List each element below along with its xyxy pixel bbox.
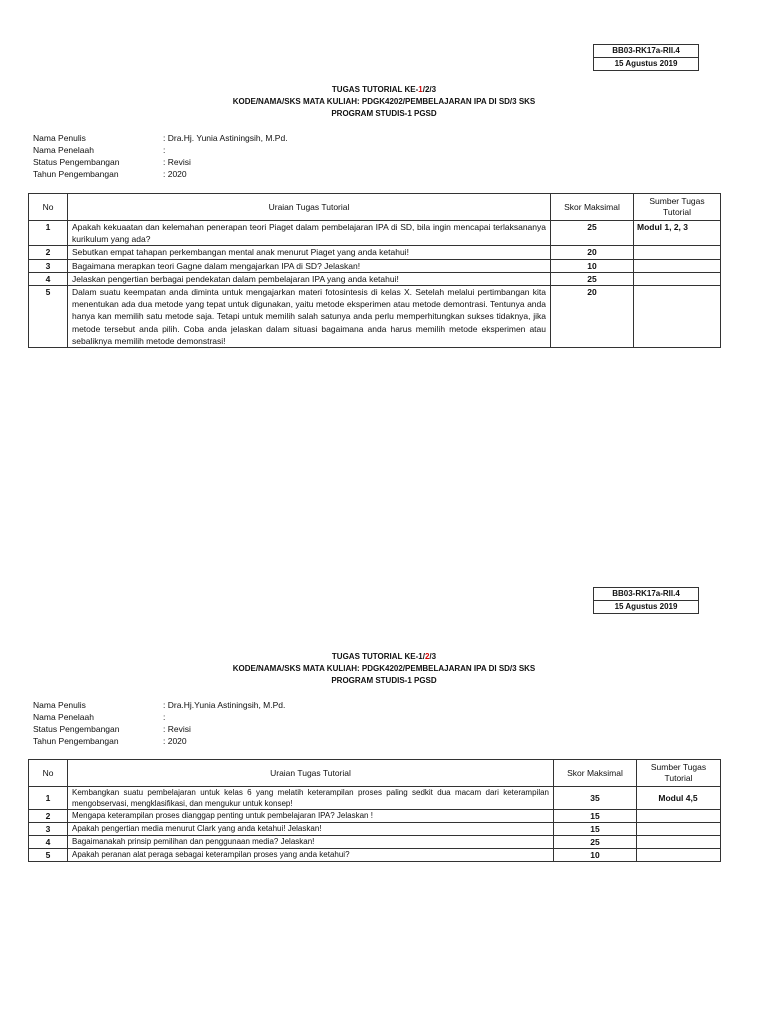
header-sumber: Sumber Tugas Tutorial — [637, 760, 721, 787]
table-header-row — [29, 760, 721, 787]
row-no: 4 — [29, 272, 68, 285]
meta-value: : — [163, 712, 166, 722]
table-row — [29, 810, 721, 823]
row-text: Kembangkan suatu pembelajaran untuk kelas 6 yang melatih keterampilan proses paling sedkit dua macam dari keterampilan mengobservasi, mengklasifikasi, dan mengukur untuk konsep! — [68, 787, 554, 810]
table-row — [29, 823, 721, 836]
row-text: Apakah peranan alat peraga sebagai keterampilan proses yang anda ketahui? — [68, 849, 554, 862]
doc2-subtitle1: KODE/NAMA/SKS MATA KULIAH: PDGK4202/PEMBELAJARAN IPA DI SD/3 SKS — [232, 664, 536, 673]
row-text: Apakah pengertian media menurut Clark yang anda ketahui! Jelaskan! — [68, 823, 554, 836]
header-uraian: Uraian Tugas Tutorial — [68, 194, 551, 221]
table-row — [29, 787, 721, 810]
doc2-date: 15 Agustus 2019 — [594, 600, 698, 613]
row-skor: 15 — [554, 823, 637, 836]
meta-row — [33, 699, 285, 711]
row-skor: 10 — [551, 259, 634, 272]
doc1-subtitle1: KODE/NAMA/SKS MATA KULIAH: PDGK4202/PEMBELAJARAN IPA DI SD/3 SKS — [232, 97, 536, 106]
table-row — [29, 272, 721, 285]
row-no: 1 — [29, 787, 68, 810]
doc1-title-number: 1 — [418, 85, 423, 94]
row-skor: 20 — [551, 246, 634, 259]
row-sumber: Modul 4,5 — [637, 787, 721, 810]
row-skor: 35 — [554, 787, 637, 810]
header-no: No — [29, 760, 68, 787]
row-sumber — [634, 272, 721, 285]
row-sumber — [634, 259, 721, 272]
row-no: 5 — [29, 849, 68, 862]
meta-row — [33, 156, 288, 168]
row-sumber: Modul 1, 2, 3 — [634, 221, 721, 246]
table-row — [29, 286, 721, 348]
doc1-meta — [33, 132, 288, 180]
meta-key: Status Pengembangan — [33, 157, 120, 167]
meta-row — [33, 144, 288, 156]
header-uraian: Uraian Tugas Tutorial — [68, 760, 554, 787]
row-text: Sebutkan empat tahapan perkembangan mental anak menurut Piaget yang anda ketahui! — [68, 246, 551, 259]
meta-value: : 2020 — [163, 169, 187, 179]
table-row — [29, 259, 721, 272]
row-sumber — [637, 810, 721, 823]
doc1-code: BB03-RK17a-RII.4 — [612, 46, 680, 55]
row-no: 1 — [29, 221, 68, 246]
row-text: Jelaskan pengertian berbagai pendekatan dalam pembelajaran IPA yang anda ketahui! — [68, 272, 551, 285]
meta-value: : 2020 — [163, 736, 187, 746]
row-text: Bagaimana merapkan teori Gagne dalam mengajarkan IPA di SD? Jelaskan! — [68, 259, 551, 272]
row-sumber — [637, 849, 721, 862]
meta-key: Nama Penulis — [33, 700, 86, 710]
row-skor: 10 — [554, 849, 637, 862]
doc2-title-number: 2 — [424, 652, 430, 661]
row-sumber — [634, 286, 721, 348]
header-skor: Skor Maksimal — [551, 194, 634, 221]
header-no: No — [29, 194, 68, 221]
row-no: 3 — [29, 259, 68, 272]
doc2-code-box — [593, 587, 699, 614]
doc1-code-box — [593, 44, 699, 71]
row-skor: 20 — [551, 286, 634, 348]
doc2-title-suffix: /3 — [429, 652, 437, 661]
doc2-subtitle2: PROGRAM STUDIS-1 PGSD — [331, 676, 437, 685]
doc2-code: BB03-RK17a-RII.4 — [612, 589, 680, 598]
table-row — [29, 849, 721, 862]
meta-row — [33, 168, 288, 180]
meta-value: : Dra.Hj.Yunia Astiningsih, M.Pd. — [163, 700, 286, 710]
row-no: 2 — [29, 246, 68, 259]
table-row — [29, 221, 721, 246]
doc2-title — [0, 651, 768, 662]
meta-value: : Dra.Hj. Yunia Astiningsih, M.Pd. — [163, 133, 288, 143]
table-row — [29, 246, 721, 259]
doc1-title — [0, 84, 768, 95]
table-row — [29, 836, 721, 849]
doc1-task-table — [28, 193, 721, 348]
meta-key: Nama Penelaah — [33, 145, 94, 155]
doc2-meta — [33, 699, 285, 747]
doc1-title-prefix: TUGAS TUTORIAL KE- — [331, 85, 419, 94]
row-skor: 15 — [554, 810, 637, 823]
doc1-date: 15 Agustus 2019 — [594, 57, 698, 70]
meta-key: Tahun Pengembangan — [33, 736, 119, 746]
row-sumber — [634, 246, 721, 259]
row-skor: 25 — [551, 221, 634, 246]
table-header-row — [29, 194, 721, 221]
row-no: 2 — [29, 810, 68, 823]
meta-row — [33, 711, 285, 723]
meta-value: : — [163, 145, 166, 155]
row-sumber — [637, 823, 721, 836]
meta-key: Tahun Pengembangan — [33, 169, 119, 179]
doc1-title-suffix: /2/3 — [422, 85, 437, 94]
doc1-subtitle2: PROGRAM STUDIS-1 PGSD — [331, 109, 437, 118]
meta-key: Nama Penulis — [33, 133, 86, 143]
header-sumber: Sumber Tugas Tutorial — [634, 194, 721, 221]
row-text: Mengapa keterampilan proses dianggap penting untuk pembelajaran IPA? Jelaskan ! — [68, 810, 554, 823]
meta-key: Nama Penelaah — [33, 712, 94, 722]
row-no: 5 — [29, 286, 68, 348]
row-text: Bagaimanakah prinsip pemilihan dan penggunaan media? Jelaskan! — [68, 836, 554, 849]
row-no: 4 — [29, 836, 68, 849]
meta-row — [33, 735, 285, 747]
doc2-task-table — [28, 759, 721, 862]
meta-key: Status Pengembangan — [33, 724, 120, 734]
row-text: Apakah kekuaatan dan kelemahan penerapan teori Piaget dalam pembelajaran IPA di SD, bila ingin mencapai terlaksananya kurikulum yang ada? — [68, 221, 551, 246]
doc2-title-prefix: TUGAS TUTORIAL KE-1/ — [331, 652, 425, 661]
meta-value: : Revisi — [163, 157, 191, 167]
row-sumber — [637, 836, 721, 849]
row-text: Dalam suatu keempatan anda diminta untuk mengajarkan materi fotosintesis di kelas X. Setelah melalui pertimbangan kita menentukan ada dua metode yang tepat untuk digunakan, yaitu metode eksperimen atau metode demontrasi. Tentunya anda hanya kan memilih satu metode saja. Tetapi untuk memilih salah satunya anda perlu memperhitungkan sukses tidaknya, jika metode tersebut anda pilih. Coba anda jelaskan dalam situasi bagaimana anda harus memilih metode eksperimen atau sebaliknya memilih metode demonstrasi! — [68, 286, 551, 348]
meta-row — [33, 723, 285, 735]
row-skor: 25 — [554, 836, 637, 849]
meta-value: : Revisi — [163, 724, 191, 734]
row-no: 3 — [29, 823, 68, 836]
meta-row — [33, 132, 288, 144]
header-skor: Skor Maksimal — [554, 760, 637, 787]
row-skor: 25 — [551, 272, 634, 285]
